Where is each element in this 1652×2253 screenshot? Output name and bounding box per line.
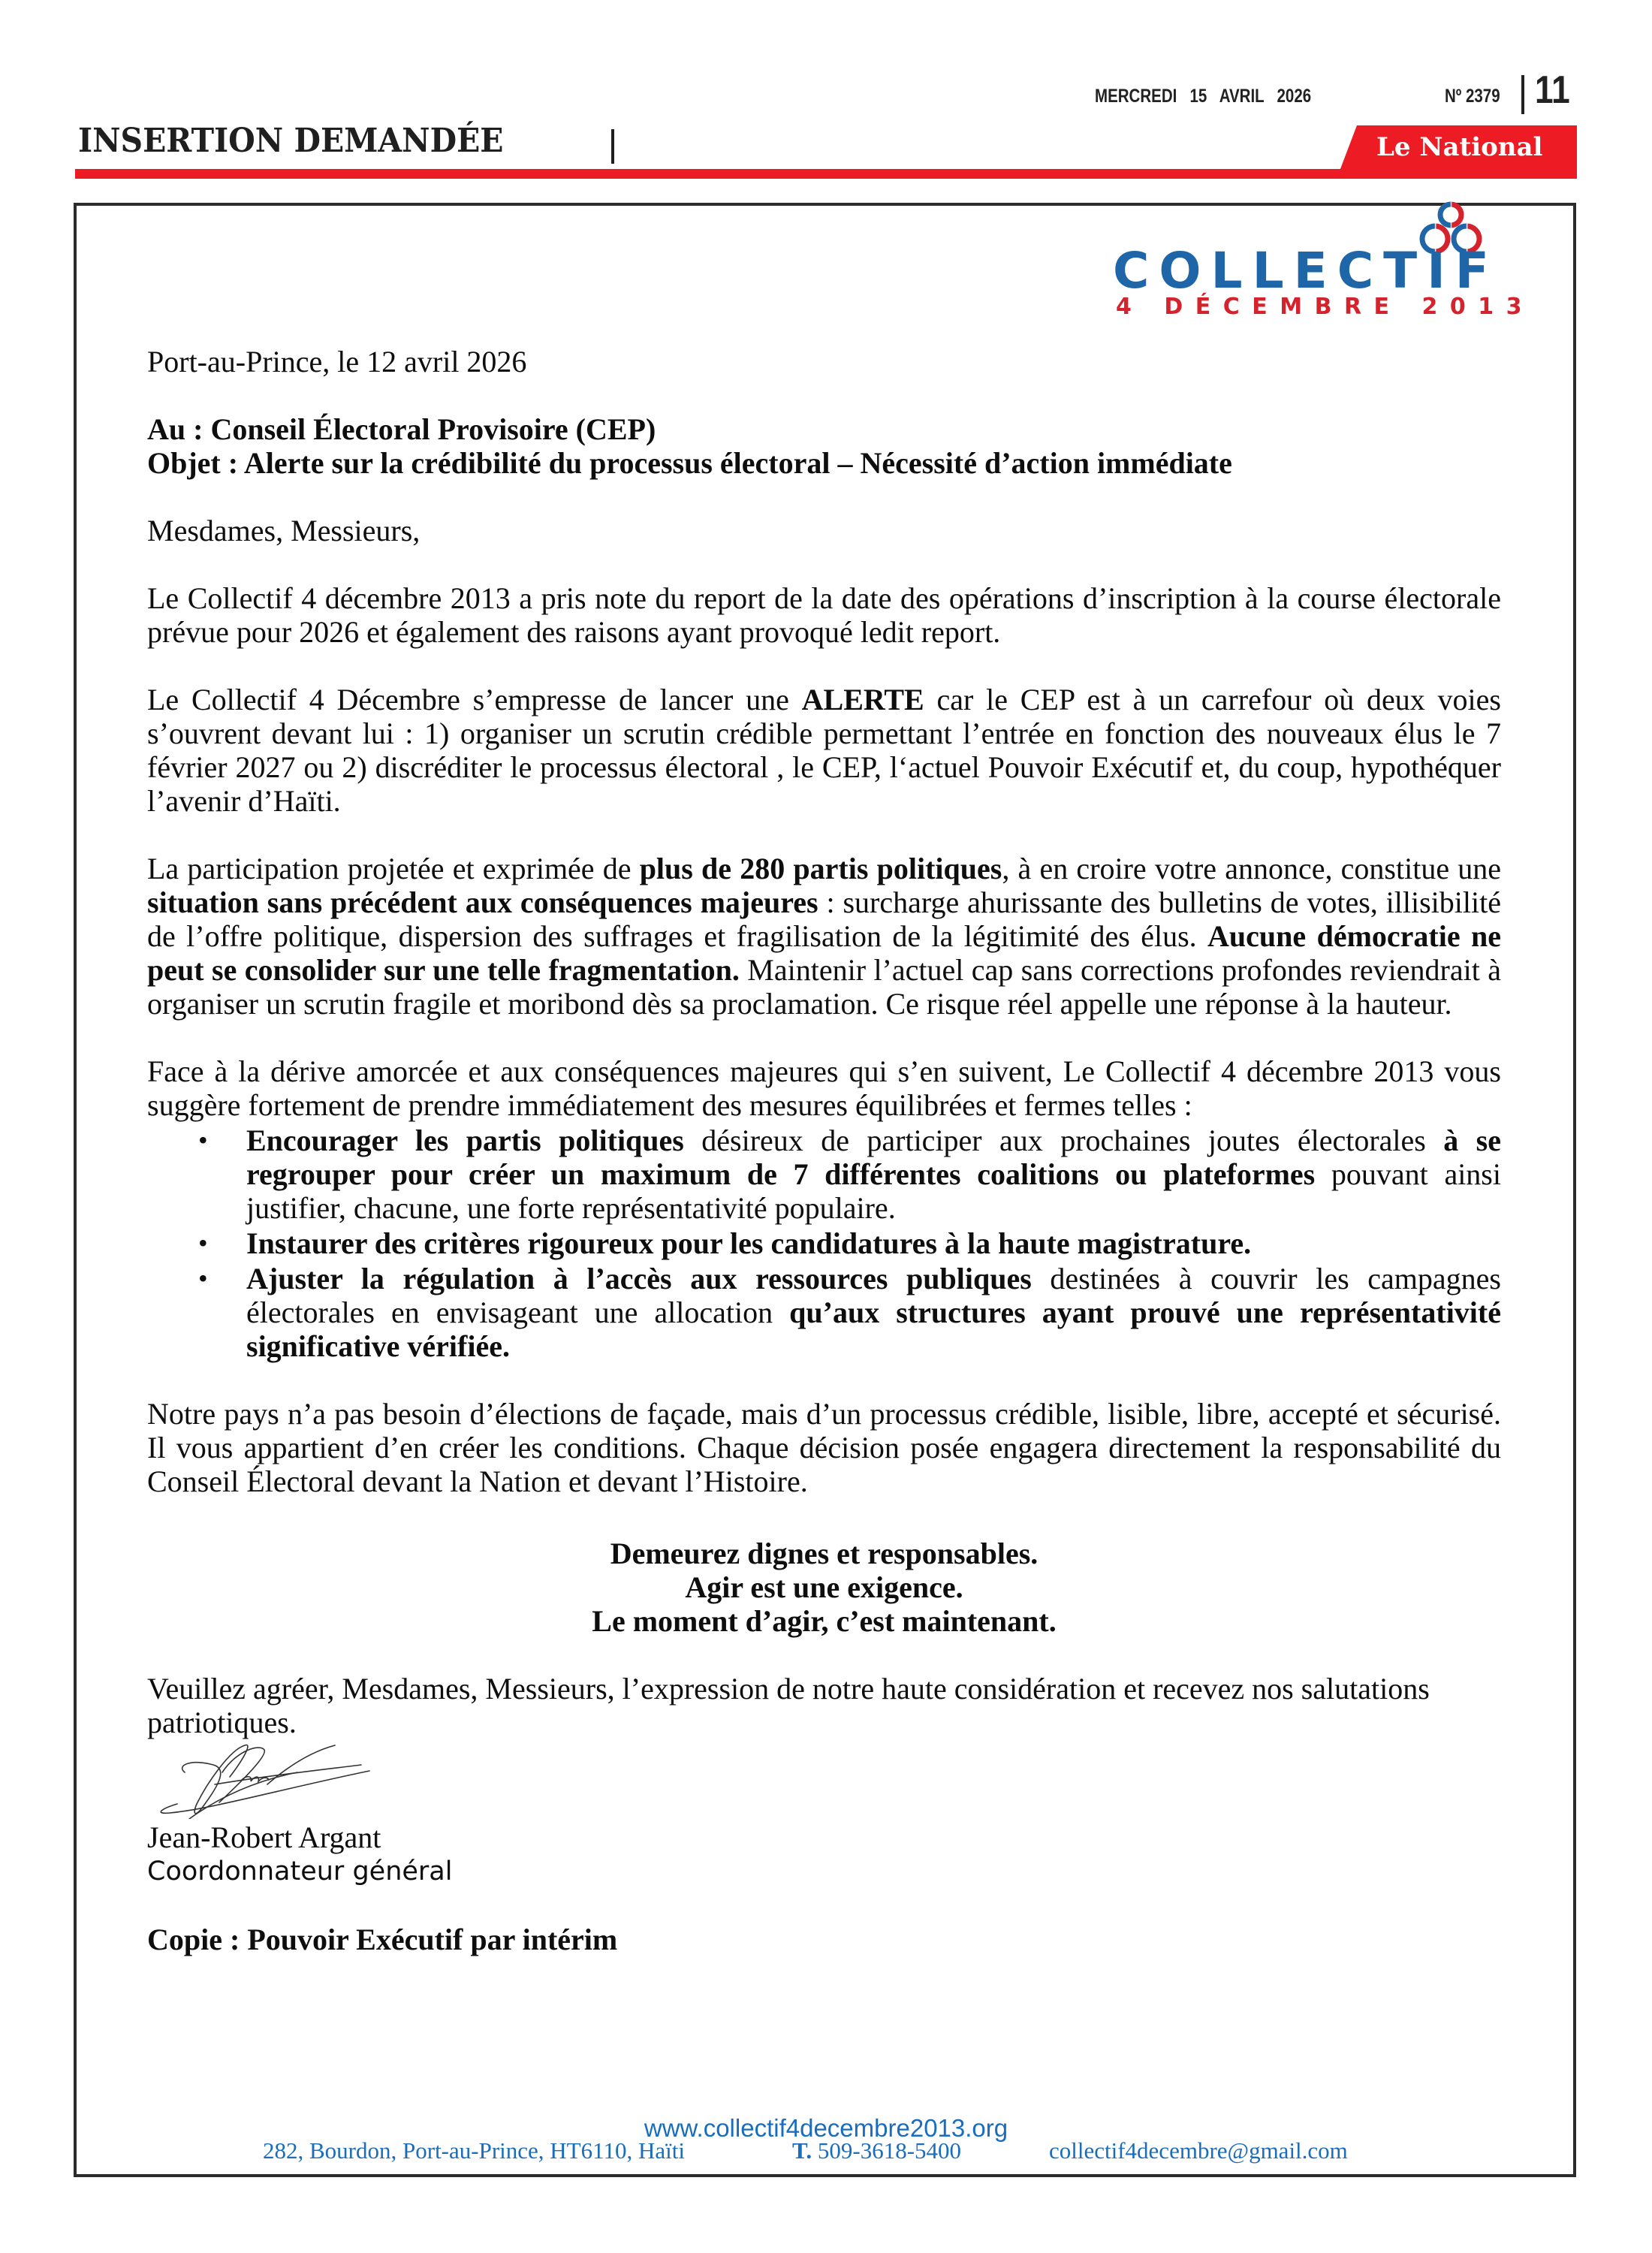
- footer-address: 282, Bourdon, Port-au-Prince, HT6110, Haïti: [263, 2137, 685, 2164]
- footer-contact: [263, 2137, 1348, 2164]
- alert-emphasis: ALERTE: [801, 683, 924, 716]
- footer-phone: [792, 2137, 961, 2164]
- recommendations-list: [147, 1123, 1501, 1363]
- phone-number: 509-3618-5400: [817, 2137, 962, 2164]
- section-title: INSERTION DEMANDÉE: [78, 122, 504, 160]
- emphasis: Ajuster la régulation à l’accès aux ressources publiques: [246, 1262, 1032, 1295]
- closing-line: Le moment d’agir, c’est maintenant.: [592, 1604, 1057, 1638]
- text: Maintenir l’actuel cap sans corrections profondes reviendrait à organiser un scrutin fragile et moribond dès sa proclamation. Ce risque réel appelle une réponse à la hauteur.: [147, 953, 1502, 1021]
- emphasis: qu’aux structures ayant prouvé une représentativité significative vérifiée.: [246, 1295, 1501, 1363]
- bullet-icon: •: [198, 1228, 208, 1258]
- paragraph-4: Face à la dérive amorcée et aux conséquences majeures qui s’en suivent, Le Collectif 4 décembre 2013 vous suggère fortement de prendre immédiatement des mesures équilibrées et fermes telles :: [147, 1054, 1501, 1122]
- valediction: Veuillez agréer, Mesdames, Messieurs, l’expression de notre haute considération et recevez nos salutations patriotiques.: [147, 1672, 1430, 1739]
- list-item: [147, 1123, 1501, 1225]
- recipient: Au : Conseil Électoral Provisoire (CEP): [147, 412, 656, 446]
- subject-line: [147, 446, 1501, 480]
- signer-title: Coordonnateur général: [147, 1856, 453, 1887]
- copy-recipient: Copie : Pouvoir Exécutif par intérim: [147, 1923, 618, 1956]
- bullet-icon: •: [198, 1125, 208, 1155]
- logo-wordmark: COLLECTIF: [1113, 242, 1499, 300]
- issue-number: Nº 2379: [1445, 86, 1500, 107]
- text: car le CEP est à un carrefour où deux voies s’ouvrent devant lui : 1) organiser un scrutin crédible permettant l’entrée en fonction des nouveaux élus le 7 février 2027 ou 2) discréditer le processus électoral , le CEP, l‘actuel Pouvoir Exécutif et, du coup, hypothéquer l’avenir d’Haïti.: [147, 683, 1501, 818]
- footer-email-link[interactable]: collectif4decembre@gmail.com: [1049, 2137, 1348, 2164]
- recipient-line: [147, 412, 1501, 446]
- bullet-icon: •: [198, 1263, 208, 1293]
- text: pouvant ainsi justifier, chacune, une forte représentativité populaire.: [246, 1157, 1501, 1225]
- text: , à en croire votre annonce, constitue une: [1002, 852, 1502, 885]
- paragraph-1: Le Collectif 4 décembre 2013 a pris note du report de la date des opérations d’inscription à la course électorale prévue pour 2026 et également des raisons ayant provoqué ledit report.: [147, 581, 1501, 649]
- letter-body: [147, 345, 1501, 1956]
- place-date: Port-au-Prince, le 12 avril 2026: [147, 345, 527, 379]
- footer-website-link[interactable]: www.collectif4decembre2013.org: [644, 2114, 1008, 2142]
- list-item: [147, 1262, 1501, 1363]
- title-separator: [611, 129, 614, 164]
- handwritten-signature-icon: [147, 1742, 387, 1819]
- phone-label: T.: [792, 2137, 812, 2164]
- text: Le Collectif 4 Décembre s’empresse de lancer une: [147, 683, 802, 716]
- salutation: Mesdames, Messieurs,: [147, 514, 421, 547]
- text: La participation projetée et exprimée de: [147, 852, 640, 885]
- list-item: [147, 1226, 1501, 1260]
- text: destinées à couvrir les campagnes électorales en envisageant une allocation: [246, 1262, 1501, 1329]
- page-number: 11: [1535, 68, 1570, 112]
- emphasis: plus de 280 partis politiques: [639, 852, 1002, 885]
- newspaper-brand: Le National: [1376, 132, 1543, 162]
- paragraph-3: [147, 852, 1501, 1021]
- logo-subtitle: 4 DÉCEMBRE 2013: [1116, 294, 1534, 320]
- emphasis: Aucune démocratie ne peut se consolider sur une telle fragmentation.: [147, 919, 1501, 987]
- text: : surcharge ahurissante des bulletins de votes, illisibilité de l’offre politique, dispersion des suffrages et fragilisation de la légitimité des élus.: [147, 885, 1501, 953]
- paragraph-2: [147, 683, 1501, 818]
- emphasis: situation sans précédent aux conséquences majeures: [147, 885, 818, 919]
- emphasis: à se regrouper pour créer un maximum de 7 différentes coalitions ou plateformes: [246, 1123, 1502, 1191]
- paragraph-5: Notre pays n’a pas besoin d’élections de façade, mais d’un processus crédible, lisible, libre, accepté et sécurisé. Il vous appartient d’en créer les conditions. Chaque décision posée engagera directement la responsabilité du Conseil Électoral devant la Nation et devant l’Histoire.: [147, 1397, 1501, 1498]
- page-number-separator: [1521, 75, 1524, 114]
- issue-date: MERCREDI 15 AVRIL 2026: [1095, 86, 1312, 107]
- closing-line: Agir est une exigence.: [685, 1570, 963, 1604]
- emphasis: Instaurer des critères rigoureux pour les candidatures à la haute magistrature.: [246, 1226, 1252, 1260]
- closing-line: Demeurez dignes et responsables.: [610, 1537, 1039, 1570]
- text: désireux de participer aux prochaines joutes électorales: [683, 1123, 1444, 1157]
- subject: Objet : Alerte sur la crédibilité du processus électoral – Nécessité d’action immédiate: [147, 446, 1232, 480]
- emphasis: Encourager les partis politiques: [246, 1123, 684, 1157]
- signer-name: Jean-Robert Argant: [147, 1820, 381, 1854]
- copy-line: [147, 1923, 1501, 1956]
